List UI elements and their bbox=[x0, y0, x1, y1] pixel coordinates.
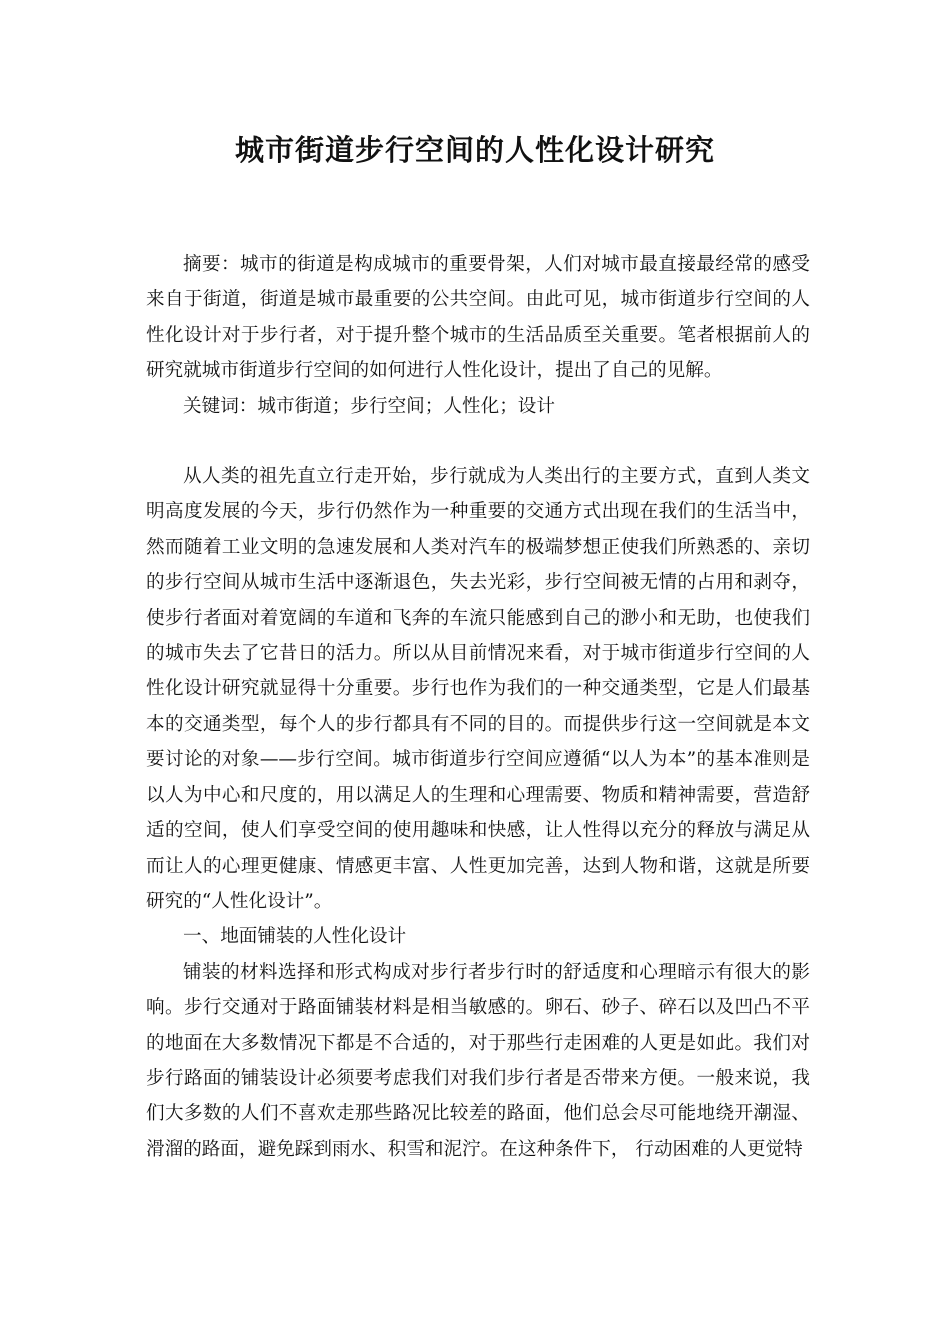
keyword-item: 人性化 bbox=[443, 395, 500, 417]
section-heading: 一、地面铺装的人性化设计 bbox=[183, 926, 407, 948]
keyword-item: 步行空间 bbox=[350, 395, 425, 417]
keyword-separator: ； bbox=[499, 395, 518, 417]
keyword-item: 设计 bbox=[517, 395, 555, 417]
section-paragraph: 铺装的材料选择和形式构成对步行者步行时的舒适度和心理暗示有很大的影响。步行交通对于路面铺装材料是相当敏感的。卵石、砂子、碎石以及凹凸不平的地面在大多数情况下都是不合适的，对于那些行走困难的人更是如此。我们对步行路面的铺装设计必须要考虑我们对我们步行者是否带来方便。一般来说，我们大多数的人们不喜欢走那些路况比较差的路面，他们总会尽可能地绕开潮湿、滑溜的路面，避免踩到雨水、积雪和泥泞。在这种条件下， 行动困难的人更觉特 bbox=[146, 961, 810, 1160]
keywords-label: 关键词： bbox=[183, 395, 258, 417]
abstract-paragraph bbox=[146, 247, 810, 389]
document-body bbox=[146, 247, 810, 1167]
keywords-line bbox=[146, 389, 810, 424]
keyword-separator: ； bbox=[424, 395, 444, 417]
document-title: 城市街道步行空间的人性化设计研究 bbox=[234, 133, 715, 167]
blank-line bbox=[146, 424, 810, 459]
abstract-label: 摘要： bbox=[183, 254, 241, 275]
keyword-separator: ； bbox=[331, 395, 351, 417]
intro-paragraph: 从人类的祖先直立行走开始，步行就成为人类出行的主要方式，直到人类文明高度发展的今天，步行仍然作为一种重要的交通方式出现在我们的生活当中，然而随着工业文明的急速发展和人类对汽车的极端梦想正使我们所熟悉的、亲切的步行空间从城市生活中逐渐退色，失去光彩，步行空间被无情的占用和剥夺，使步行者面对着宽阔的车道和飞奔的车流只能感到自己的渺小和无助，也使我们的城市失去了它昔日的活力。所以从目前情况来看，对于城市街道步行空间的人性化设计研究就显得十分重要。步行也作为我们的一种交通类型，它是人们最基本的交通类型，每个人的步行都具有不同的目的。而提供步行这一空间就是本文要讨论的对象——步行空间。城市街道步行空间应遵循“以人为本”的基本准则是以人为中心和尺度的，用以满足人的生理和心理需要、物质和精神需要，营造舒适的空间，使人们享受空间的使用趣味和快感，让人性得以充分的释放与满足从而让人的心理更健康、情感更丰富、人性更加完善，达到人物和谐，这就是所要研究的“人性化设计”。 bbox=[146, 466, 810, 912]
abstract-text: 城市的街道是构成城市的重要骨架，人们对城市最直接最经常的感受来自于街道，街道是城市最重要的公共空间。由此可见，城市街道步行空间的人性化设计对于步行者，对于提升整个城市的生活品质至关重要。笔者根据前人的研究就城市街道步行空间的如何进行人性化设计，提出了自己的见解。 bbox=[146, 254, 810, 382]
keyword-item: 城市街道 bbox=[257, 395, 332, 417]
